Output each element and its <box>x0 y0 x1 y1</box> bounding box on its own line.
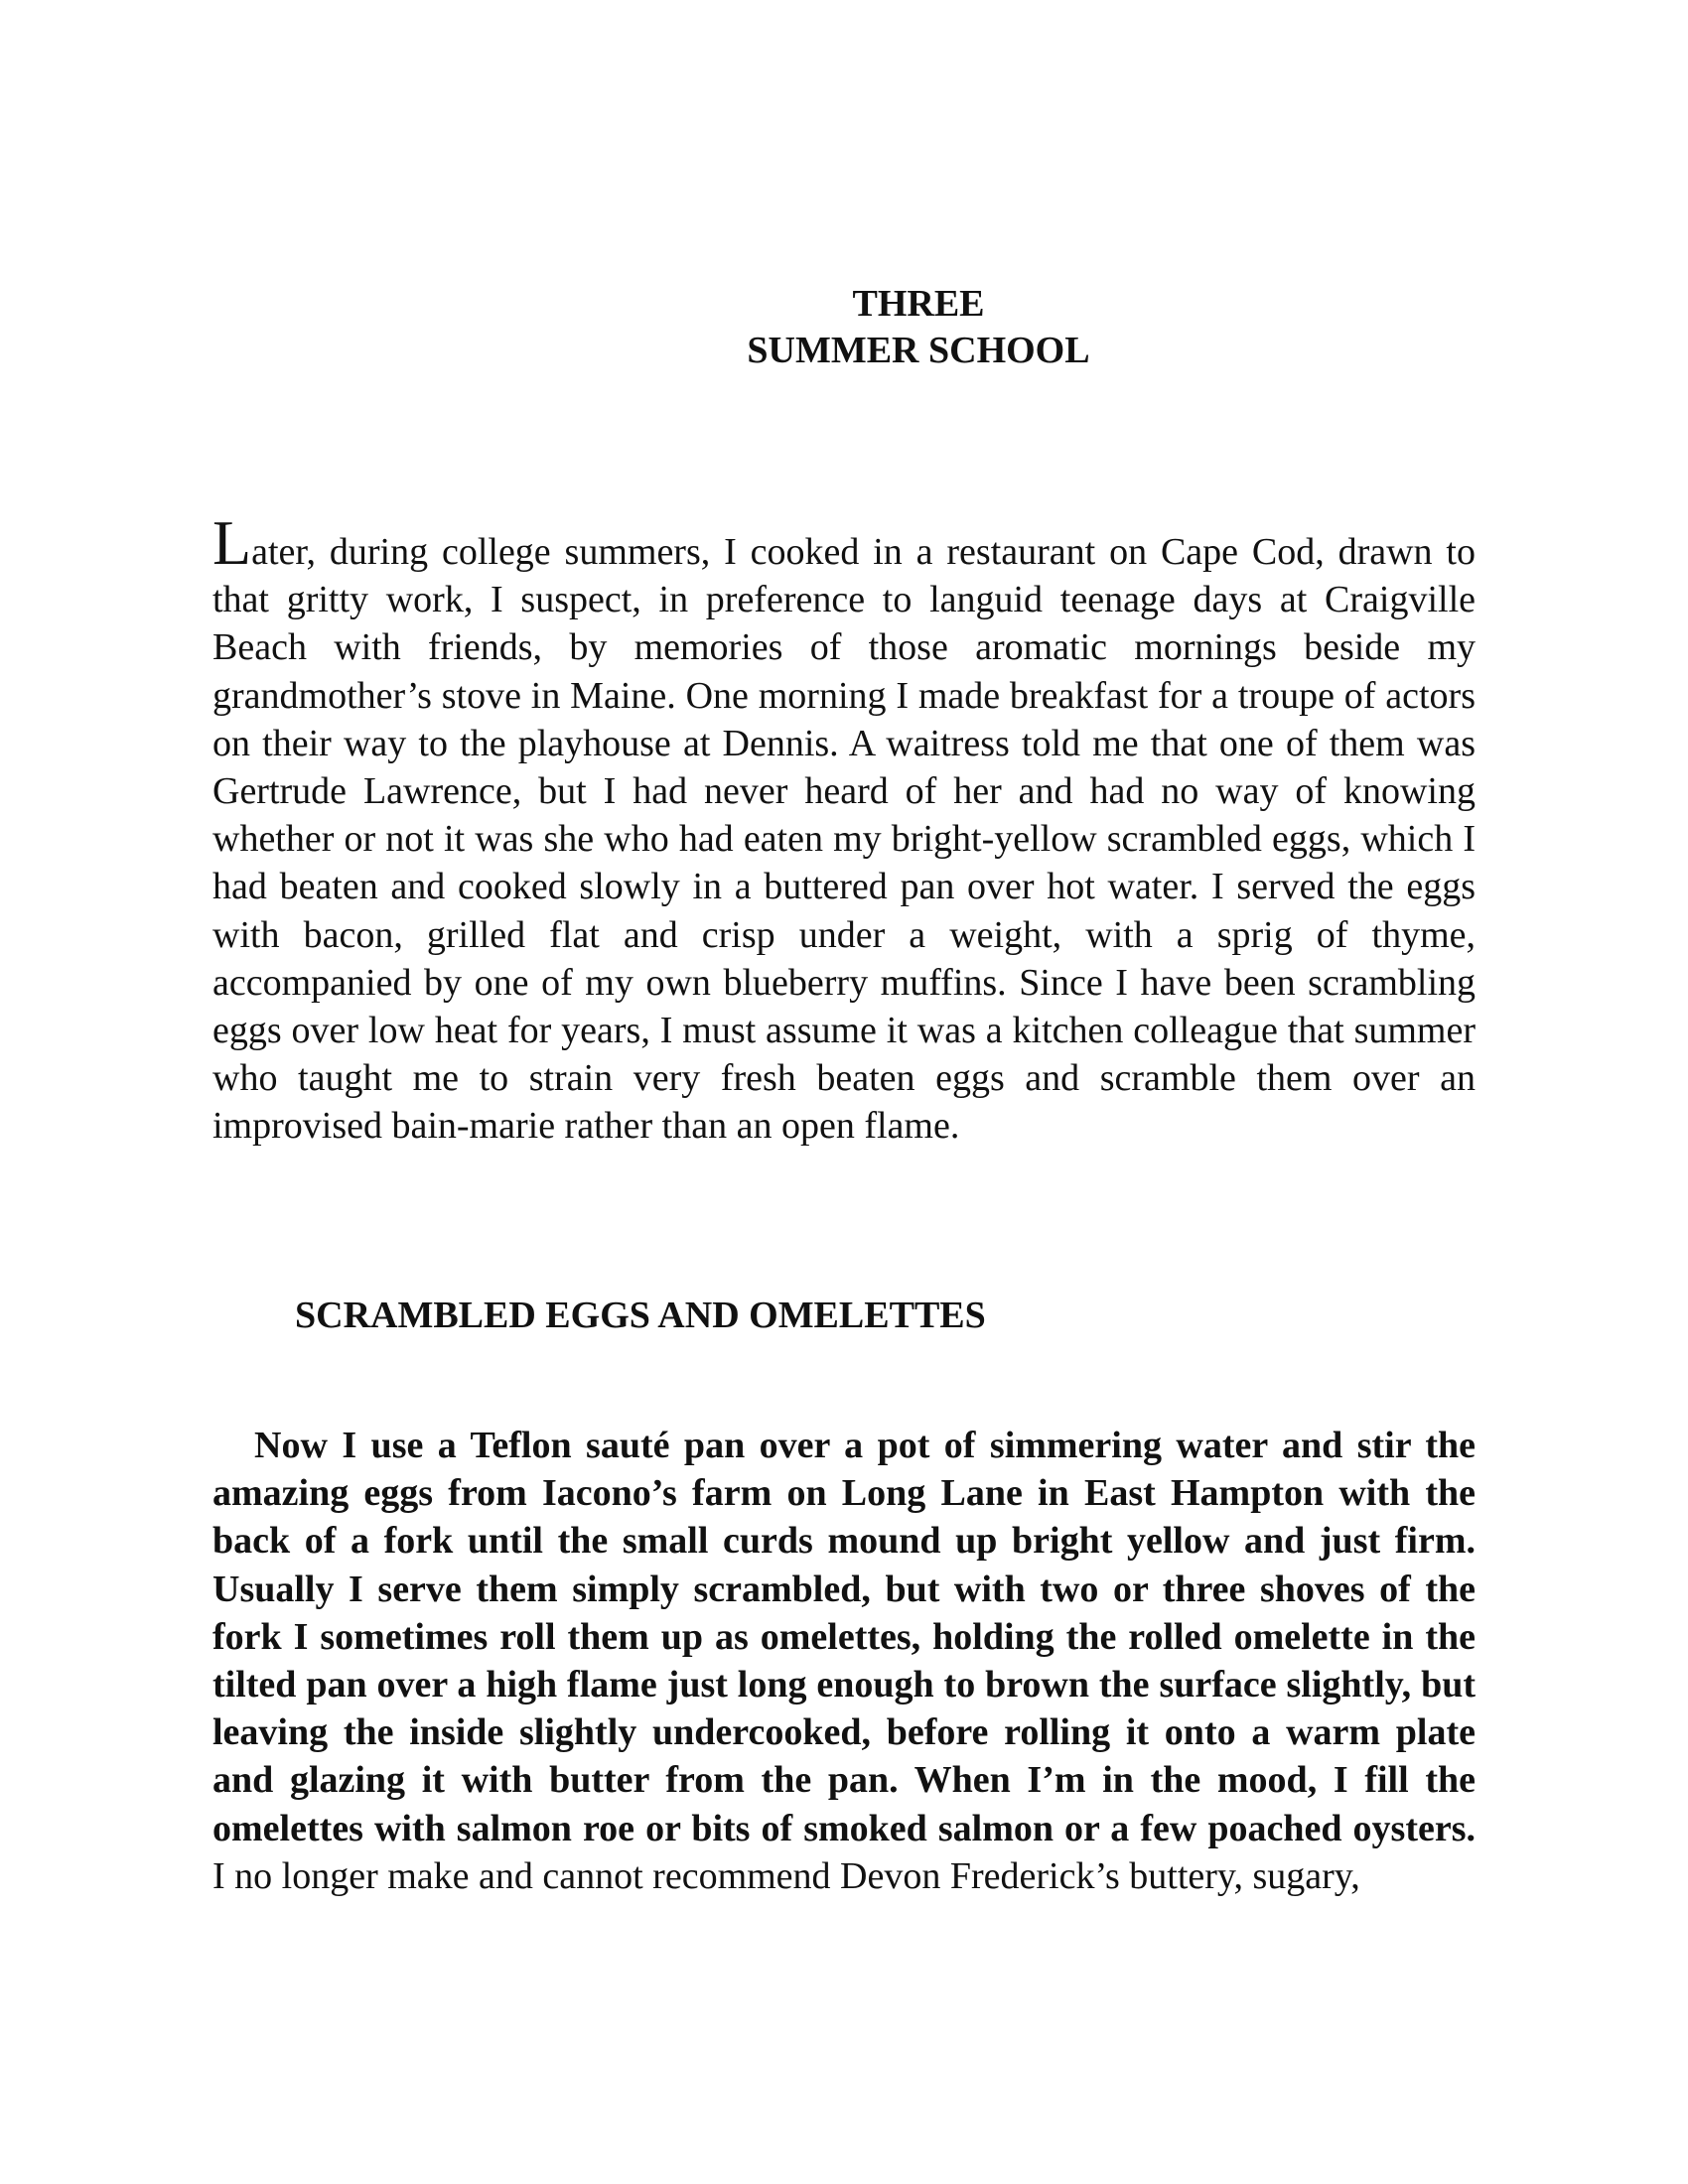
opening-paragraph-text: ater, during college summers, I cooked in a restaurant on Cape Cod, drawn to that gritty work, I suspect, in preference to languid teenage days at Craigville Beach with friends, by memories of those aromatic mornings beside my grandmother’s stove in Maine. One morning I made breakfast for a troupe of actors on their way to the playhouse at Dennis. A waitress told me that one of them was Gertrude Lawrence, but I had never heard of her and had no way of knowing whether or not it was she who had eaten my bright-yellow scrambled eggs, which I had beaten and cooked slowly in a buttered pan over hot water. I served the eggs with bacon, grilled flat and crisp under a weight, with a sprig of thyme, accompanied by one of my own blueberry muffins. Since I have been scrambling eggs over low heat for years, I must assume it was a kitchen colleague that summer who taught me to strain very fresh beaten eggs and scramble them over an improvised bain-marie rather than an open flame. <box>212 531 1476 1148</box>
recipe-paragraph-bold-text: Now I use a Teflon sauté pan over a pot of simmering water and stir the amazing eggs from Iacono’s farm on Long Lane in East Hampton with the back of a fork until the small curds mound up bright yellow and just firm. Usually I serve them simply scrambled, but with two or three shoves of the fork I sometimes roll them up as omelettes, holding the rolled omelette in the tilted pan over a high flame just long enough to brown the surface slightly, but leaving the inside slightly undercooked, before rolling it onto a warm plate and glazing it with butter from the pan. When I’m in the mood, I fill the omelettes with salmon roe or bits of smoked salmon or a few poached oysters. <box>212 1425 1476 1849</box>
chapter-number: THREE <box>852 283 985 325</box>
chapter-title: SUMMER SCHOOL <box>747 330 1090 371</box>
recipe-paragraph <box>212 1422 1476 1900</box>
drop-cap: L <box>212 507 252 578</box>
opening-paragraph <box>212 507 1476 1151</box>
section-heading: SCRAMBLED EGGS AND OMELETTES <box>295 1295 986 1336</box>
recipe-paragraph-regular-text: I no longer make and cannot recommend Devon Frederick’s buttery, sugary, <box>212 1854 1360 1897</box>
